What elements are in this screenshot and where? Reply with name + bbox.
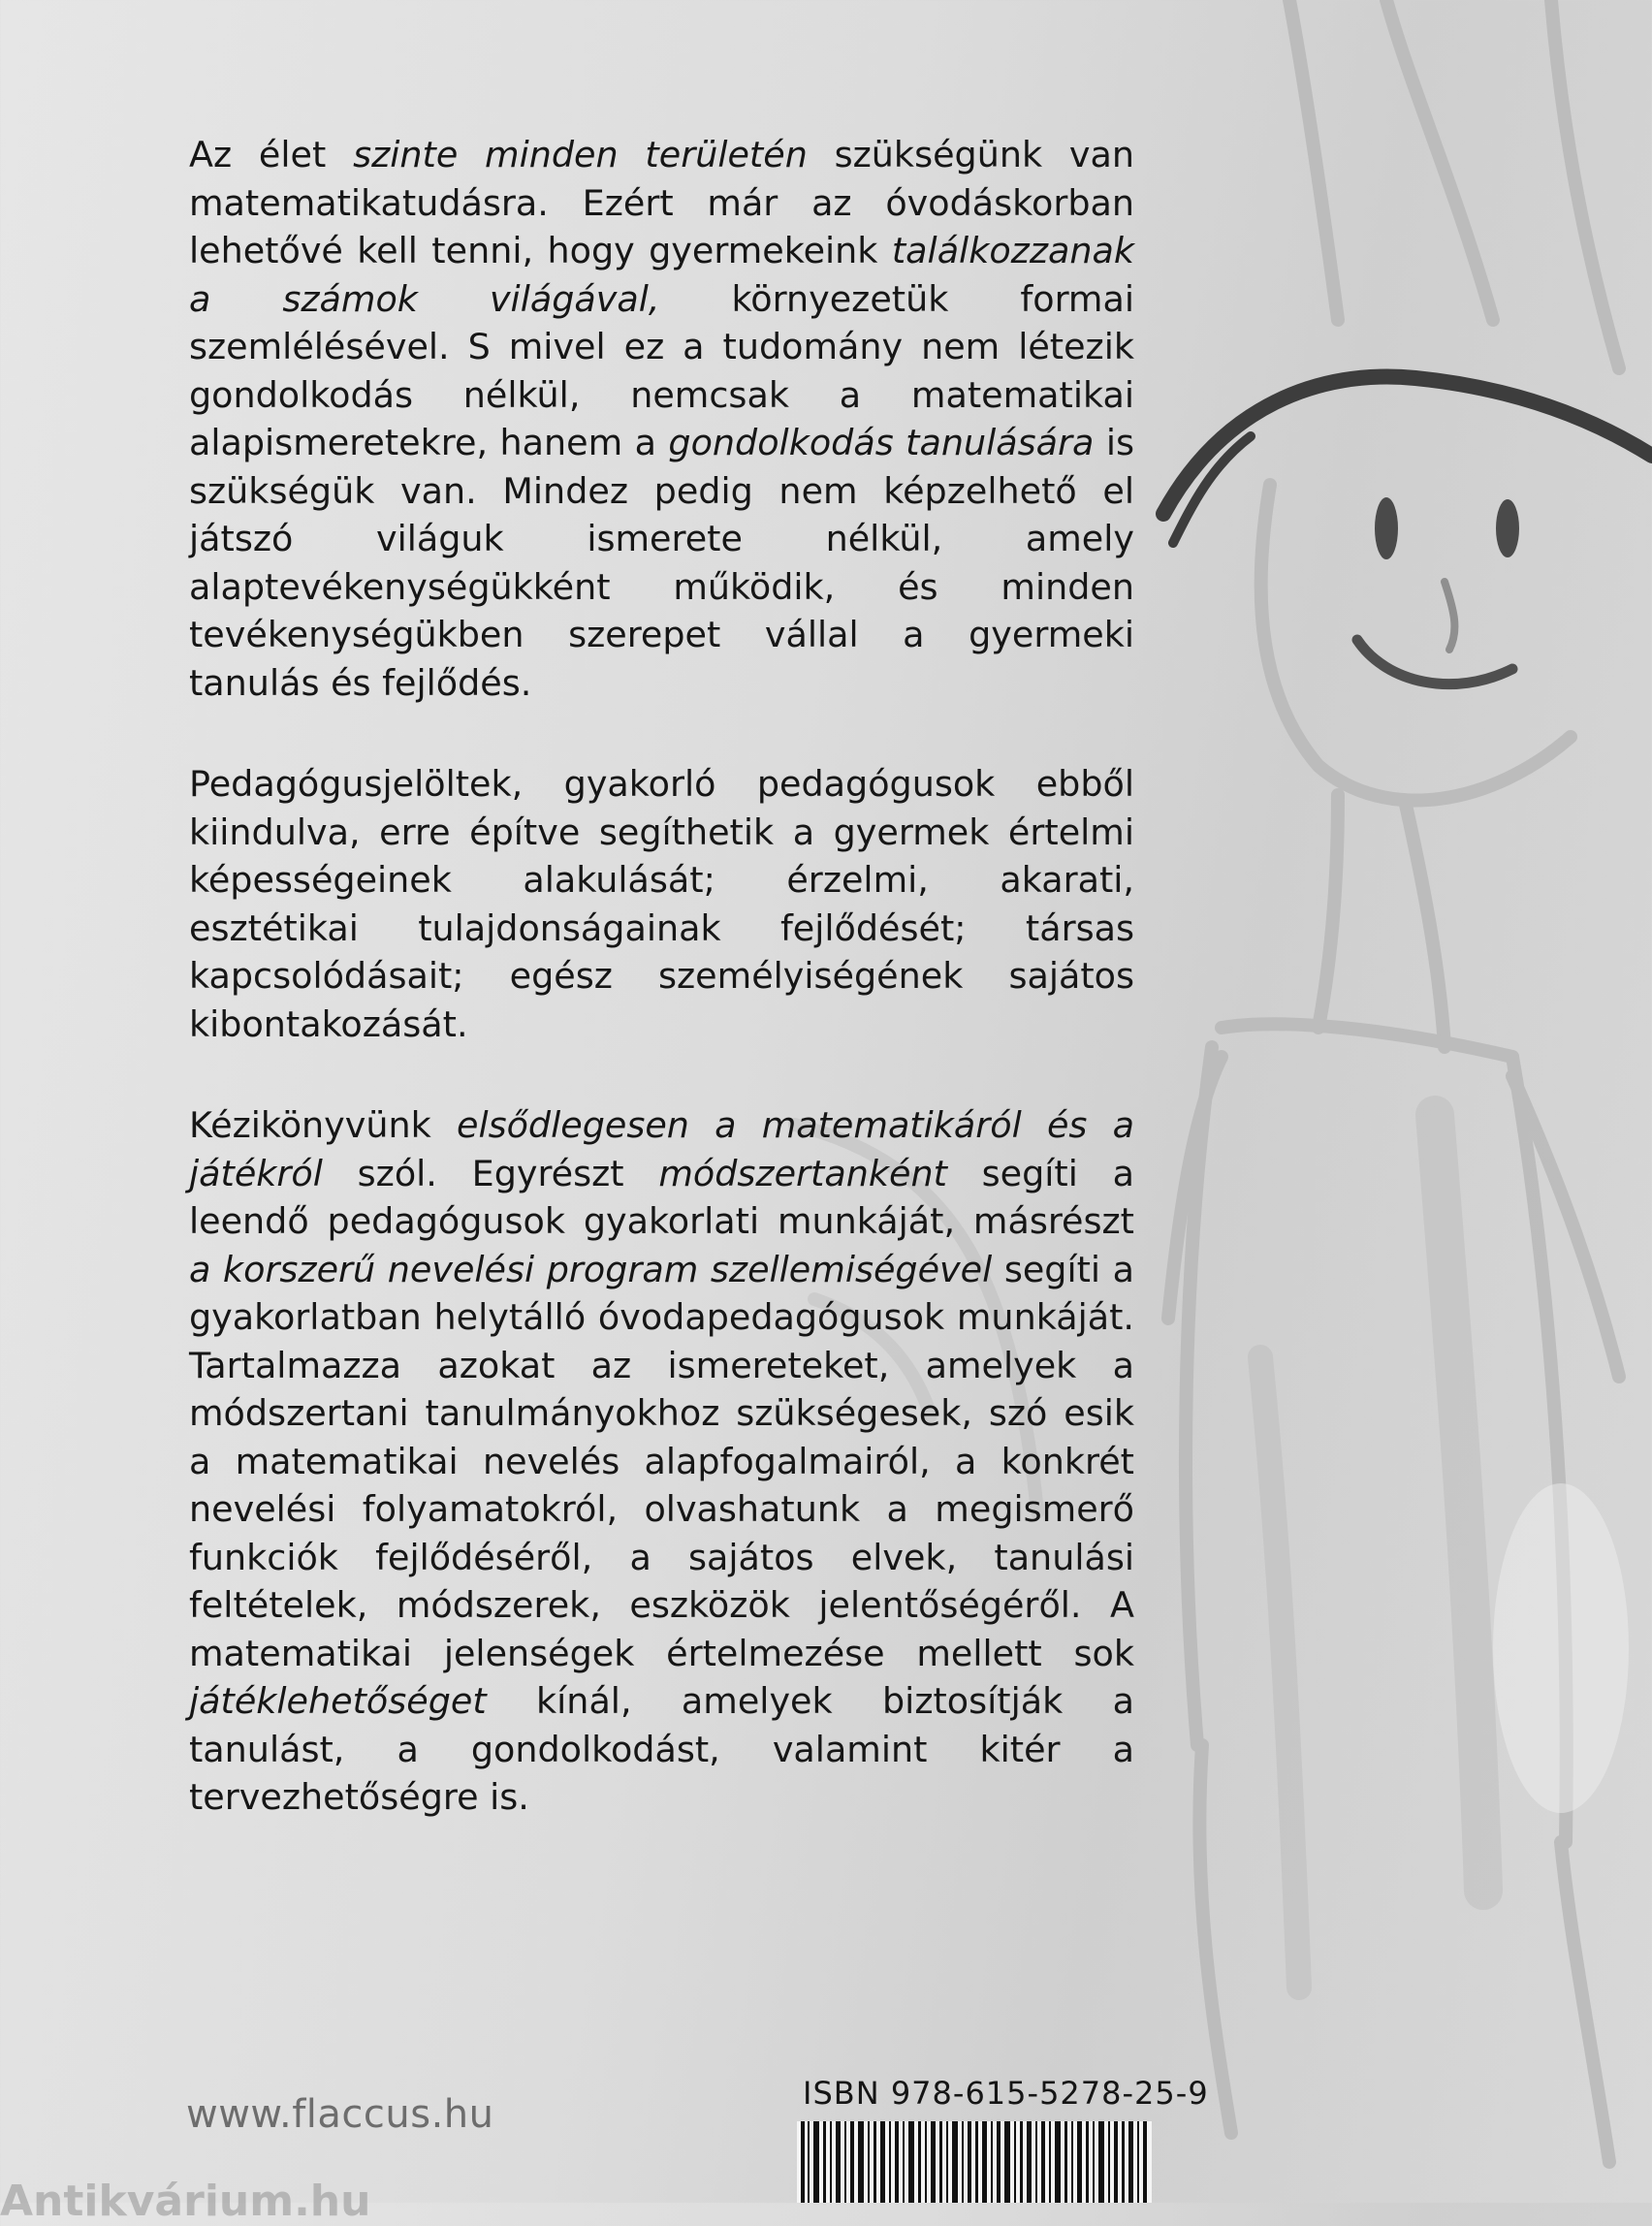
body-text: Pedagógusjelöltek, gyakorló pedagógusok ebből kiindulva, erre építve segíthetik a gyermek értelmi képességeinek alakulását; érzelmi, akarati, esztétikai tulajdonságainak fejlődését; társas kapcsolódásait; egész személyiségének sajátos kibontakozását. (189, 763, 1134, 1045)
description-text (189, 131, 1134, 1875)
body-text: környezetük formai szemlélésével. S mivel ez a tudomány nem létezik gondolkodás nélkül, nemcsak a matematikai alapismeretekre, hanem a (189, 277, 1134, 463)
barcode-icon (797, 2121, 1152, 2203)
body-text: szükségünk van matematikatudásra. Ezért már az óvodáskorban lehetővé kell tenni, hogy gyermekeink (189, 134, 1134, 271)
emphasized-text: gondolkodás tanulására (668, 422, 1095, 463)
body-text: kínál, amelyek biztosítják a tanulást, a gondolkodást, valamint kitér a tervezhetőségre is. (189, 1680, 1134, 1818)
emphasized-text: elsődlegesen a matematikáról és a játékról (189, 1104, 1134, 1194)
emphasized-text: szinte minden területén (353, 134, 808, 175)
paragraph-1 (189, 131, 1134, 707)
body-text: is szükségük van. Mindez pedig nem képzelhető el játszó világuk ismerete nélkül, amely alaptevékenységükként működik, és minden tevékenységükben szerepet vállal a gyermeki tanulás és fejlődés. (189, 422, 1135, 704)
barcode (797, 2121, 1152, 2203)
isbn-number: ISBN 978-615-5278-25-9 (803, 2075, 1209, 2112)
body-text: Az élet (189, 134, 354, 175)
body-text: szól. Egyrészt (322, 1152, 659, 1194)
paragraph-3 (189, 1101, 1134, 1822)
watermark-text: Antikvárium.hu (0, 2177, 371, 2226)
emphasized-text: a korszerű nevelési program szellemiségével (189, 1248, 993, 1290)
publisher-website[interactable]: www.flaccus.hu (186, 2092, 494, 2137)
emphasized-text: módszertanként (658, 1152, 947, 1194)
emphasized-text: játéklehetőséget (189, 1680, 487, 1722)
body-text: segíti a gyakorlatban helytálló óvodapedagógusok munkáját. Tartalmazza azokat az ismereteket, amelyek a módszertani tanulmányokhoz szükségesek, szó esik a matematikai nevelés alapfogalmairól, a konkrét nevelési folyamatokról, olvashatunk a megismerő funkciók fejlődéséről, a sajátos elvek, tanulási feltételek, módszerek, eszközök jelentőségéről. A matematikai jelenségek értelmezése mellett sok (189, 1248, 1135, 1674)
body-text: Kézikönyvünk (189, 1104, 457, 1146)
paragraph-2 (189, 760, 1134, 1048)
body-text: segíti a leendő pedagógusok gyakorlati munkáját, másrészt (189, 1152, 1134, 1242)
emphasized-text: találkozzanak a számok világával, (189, 230, 1134, 320)
